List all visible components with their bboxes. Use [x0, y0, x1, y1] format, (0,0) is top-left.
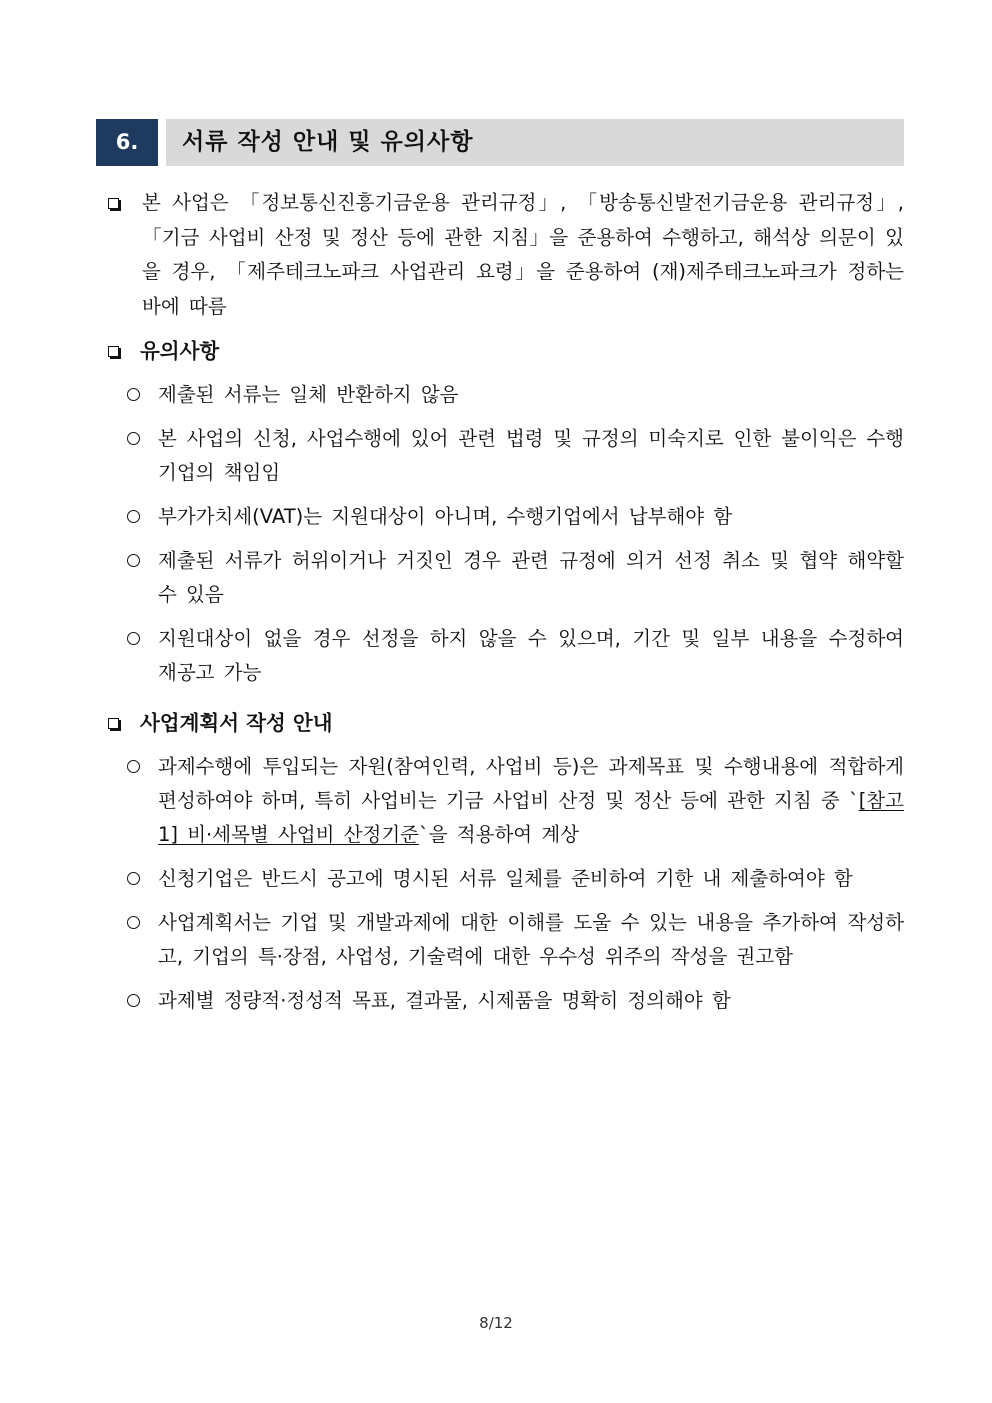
- list-item-text: 제출된 서류가 허위이거나 거짓인 경우 관련 규정에 의거 선정 취소 및 협약 해약할 수 있음: [158, 549, 904, 606]
- list-item-text: 사업계획서는 기업 및 개발과제에 대한 이해를 도울 수 있는 내용을 추가하여 작성하고, 기업의 특·장점, 사업성, 기술력에 대한 우수성 위주의 작성을 권고함: [158, 911, 904, 968]
- page-number: 8/12: [479, 1314, 513, 1332]
- intro-block: [108, 186, 904, 324]
- circle-bullet-icon: [127, 916, 140, 929]
- list-item-text: 부가가치세(VAT)는 지원대상이 아니며, 수행기업에서 납부해야 함: [158, 505, 733, 528]
- square-bullet-icon: [108, 346, 119, 357]
- section-header: [96, 119, 904, 166]
- list-item: [108, 622, 904, 690]
- circle-bullet-icon: [127, 760, 140, 773]
- list-item-text: 지원대상이 없을 경우 선정을 하지 않을 수 있으며, 기간 및 일부 내용을 수정하여 재공고 가능: [158, 627, 904, 684]
- plan-list: [108, 750, 904, 1018]
- plan-block: [108, 706, 904, 1028]
- notes-heading-text: 유의사항: [140, 339, 220, 363]
- list-item: [108, 378, 904, 412]
- list-item-text-post: `을 적용하여 계상: [419, 823, 580, 846]
- list-item-text: 과제별 정량적·정성적 목표, 결과물, 시제품을 명확히 정의해야 함: [158, 989, 731, 1012]
- circle-bullet-icon: [127, 554, 140, 567]
- notes-heading: [108, 334, 904, 368]
- list-item: [108, 500, 904, 534]
- list-item: [108, 862, 904, 896]
- notes-list: [108, 378, 904, 690]
- intro-text: 본 사업은 「정보통신진흥기금운용 관리규정」, 「방송통신발전기금운용 관리규정」, 「기금 사업비 산정 및 정산 등에 관한 지침」을 준용하여 수행하고, 해석상 의문이 있을 경우, 「제주테크노파크 사업관리 요령」을 준용하여 (재)제주테크노파크가 정하는 바에 따름: [142, 191, 904, 318]
- section-number: 6.: [96, 119, 158, 166]
- list-item-text: 본 사업의 신청, 사업수행에 있어 관련 법령 및 규정의 미숙지로 인한 불이익은 수행기업의 책임임: [158, 427, 904, 484]
- square-bullet-icon: [108, 198, 119, 209]
- circle-bullet-icon: [127, 432, 140, 445]
- plan-heading: [108, 706, 904, 740]
- list-item: [108, 906, 904, 974]
- circle-bullet-icon: [127, 632, 140, 645]
- list-item: [108, 422, 904, 490]
- circle-bullet-icon: [127, 994, 140, 1007]
- list-item-text-pre: 과제수행에 투입되는 자원(참여인력, 사업비 등)은 과제목표 및 수행내용에 적합하게 편성하여야 하며, 특히 사업비는 기금 사업비 산정 및 정산 등에 관한 지침 중 `: [158, 755, 904, 812]
- list-item: [108, 750, 904, 852]
- list-item: [108, 544, 904, 612]
- circle-bullet-icon: [127, 872, 140, 885]
- square-bullet-icon: [108, 718, 119, 729]
- section-title-bar: [166, 119, 904, 166]
- list-item: [108, 984, 904, 1018]
- list-item-text: 제출된 서류는 일체 반환하지 않음: [158, 383, 459, 406]
- plan-heading-text: 사업계획서 작성 안내: [140, 711, 333, 735]
- intro-item: [108, 186, 904, 324]
- reference-link-text: [참고1] 비·세목별 사업비 산정기준: [158, 789, 904, 846]
- notes-block: [108, 334, 904, 700]
- circle-bullet-icon: [127, 510, 140, 523]
- list-item-text: 신청기업은 반드시 공고에 명시된 서류 일체를 준비하여 기한 내 제출하여야 함: [158, 867, 853, 890]
- section-title: 서류 작성 안내 및 유의사항: [182, 129, 474, 155]
- circle-bullet-icon: [127, 388, 140, 401]
